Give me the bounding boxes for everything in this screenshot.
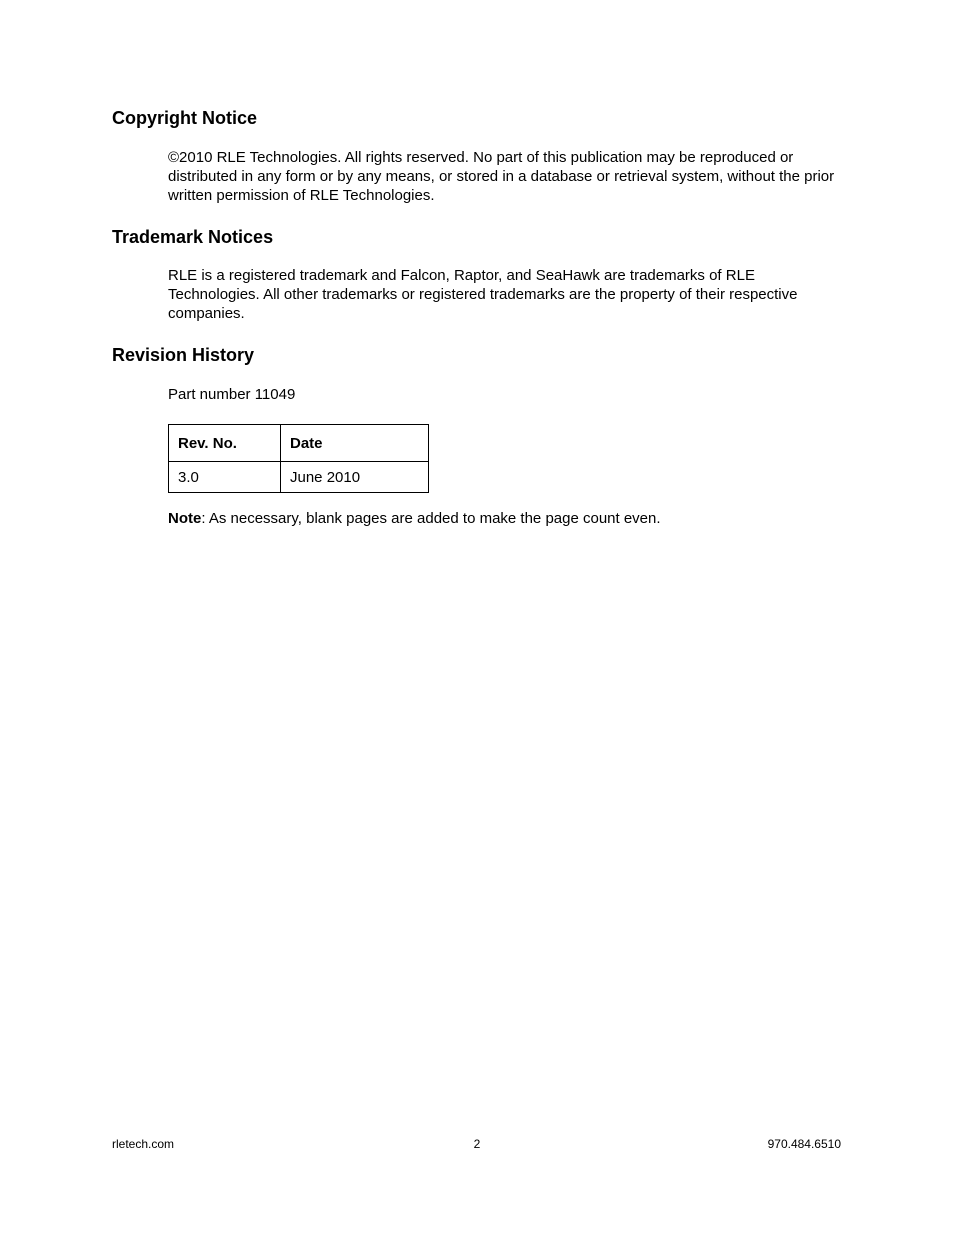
trademark-heading: Trademark Notices: [112, 227, 274, 247]
note-text: : As necessary, blank pages are added to make the page count even.: [201, 510, 661, 527]
part-number: Part number 11049: [168, 386, 296, 403]
copyright-heading: Copyright Notice: [112, 108, 258, 128]
revision-table-header-date: Date: [281, 425, 429, 462]
note-paragraph: [168, 509, 840, 528]
revision-table-header-rev: Rev. No.: [169, 425, 281, 462]
revision-table: [168, 424, 429, 493]
footer-page-number: 2: [473, 1137, 481, 1151]
revision-table-header-row: [169, 425, 429, 462]
note-label: Note: [168, 510, 202, 527]
revision-history-heading: Revision History: [112, 345, 255, 365]
revision-date-cell: June 2010: [281, 462, 429, 493]
footer-phone: 970.484.6510: [767, 1137, 841, 1151]
revision-number-cell: 3.0: [169, 462, 281, 493]
footer-website: rletech.com: [112, 1137, 175, 1151]
table-row: [169, 462, 429, 493]
trademark-text: RLE is a registered trademark and Falcon, Raptor, and SeaHawk are trademarks of RLE Technologies. All other trademarks or registered trademarks are the property of their respective companies.: [168, 267, 798, 322]
copyright-text: ©2010 RLE Technologies. All rights reserved. No part of this publication may be reproduced or distributed in any form or by any means, or stored in a database or retrieval system, without the prior written permission of RLE Technologies.: [168, 149, 835, 204]
